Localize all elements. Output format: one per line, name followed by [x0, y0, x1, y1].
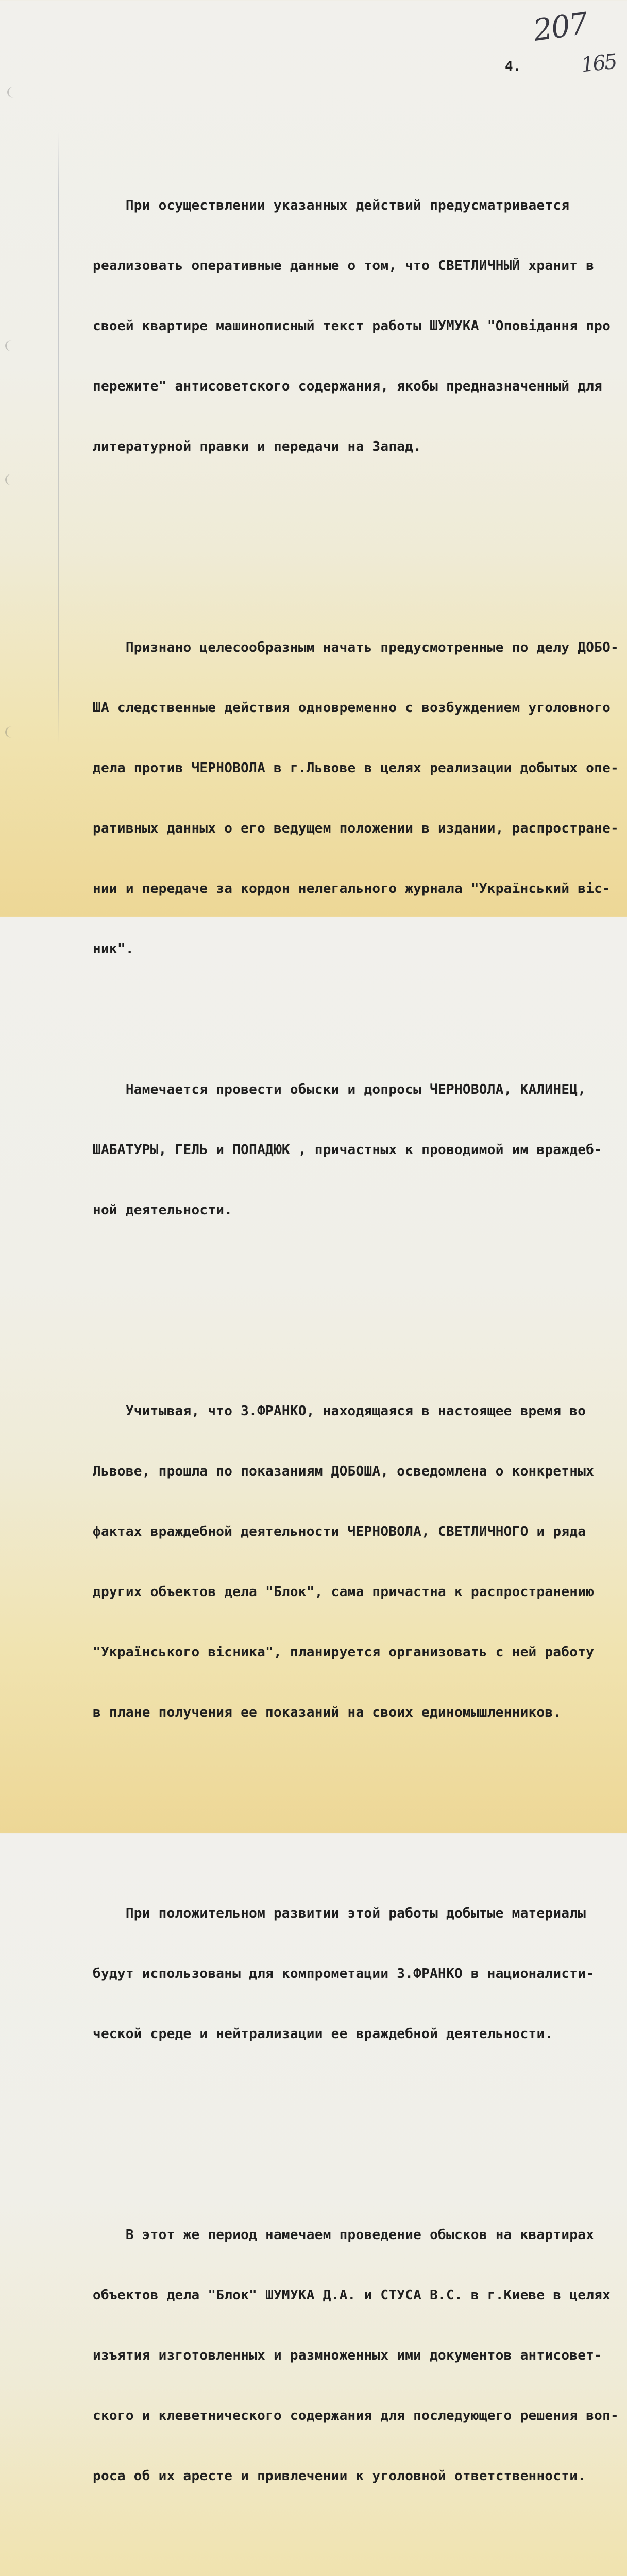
punch-hole-mark — [7, 87, 20, 98]
paragraph — [93, 1361, 613, 1763]
text-line: Львове, прошла по показаниям ДОБОША, осведомлена о конкретных — [93, 1464, 595, 1479]
text-line: реализовать оперативные данные о том, что СВЕТЛИЧНЫЙ хранит в — [93, 258, 595, 274]
text-line: изъятия изготовленных и размноженных ими документов антисовет- — [93, 2348, 603, 2363]
paragraph — [93, 598, 619, 999]
text-line: При положительном развитии этой работы добытые материалы — [93, 1906, 586, 1921]
text-line: ческой среде и нейтрализации ее враждебной деятельности. — [93, 2026, 553, 2042]
text-line: нии и передаче за кордон нелегального журнала "Український віс- — [93, 881, 611, 896]
text-line: ША следственные действия одновременно с возбуждением уголовного — [93, 700, 611, 716]
text-line: других объектов дела "Блок", сама причастна к распространению — [93, 1584, 595, 1600]
text-line: В этот же период намечаем проведение обысков на квартирах — [93, 2227, 595, 2243]
punch-hole-mark — [5, 726, 18, 738]
text-line: дела против ЧЕРНОВОЛА в г.Львове в целях реализации добытых опе- — [93, 760, 619, 776]
punch-hole-mark — [5, 474, 18, 485]
punch-hole-mark — [5, 340, 18, 351]
text-line: своей квартире машинописный текст работы ШУМУКА "Оповідання про — [93, 318, 611, 334]
text-line: ского и клеветнического содержания для последующего решения воп- — [93, 2408, 619, 2424]
text-line: "Українського вісника", планируется организовать с ней работу — [93, 1645, 595, 1660]
text-line: Намечается провести обыски и допросы ЧЕРНОВОЛА, КАЛИНЕЦ, — [93, 1082, 586, 1097]
pencil-margin-line — [58, 131, 59, 744]
text-line: При осуществлении указанных действий предусматривается — [93, 198, 570, 213]
text-line: ративных данных о его ведущем положении в издании, распростране- — [93, 821, 619, 836]
text-line: объектов дела "Блок" ШУМУКА Д.А. и СТУСА В.С. в г.Киеве в целях — [93, 2287, 611, 2303]
paragraph — [93, 2185, 619, 2527]
text-line: пережите" антисоветского содержания, якобы предназначенный для — [93, 379, 603, 394]
paragraph — [93, 156, 613, 497]
sheet-number: 165 — [580, 49, 617, 77]
text-line: Учитывая, что З.ФРАНКО, находящаяся в настоящее время во — [93, 1403, 586, 1419]
document-body — [93, 115, 619, 2576]
text-line: ной деятельности. — [93, 1202, 233, 1218]
text-line: ник". — [93, 941, 134, 957]
paragraph — [93, 1863, 613, 2084]
archive-number: 207 — [531, 6, 589, 48]
paragraph — [93, 1040, 613, 1261]
text-line: фактах враждебной деятельности ЧЕРНОВОЛА, СВЕТЛИЧНОГО и ряда — [93, 1524, 586, 1539]
text-line: литературной правки и передачи на Запад. — [93, 439, 422, 454]
text-line: в плане получения ее показаний на своих единомышленников. — [93, 1705, 562, 1720]
text-line: Признано целесообразным начать предусмотренные по делу ДОБО- — [93, 640, 619, 655]
text-line: роса об их аресте и привлечении к уголовной ответственности. — [93, 2468, 586, 2484]
text-line: будут использованы для компрометации З.ФРАНКО в националисти- — [93, 1966, 595, 1981]
text-line: ШАБАТУРЫ, ГЕЛЬ и ПОПАДЮК , причастных к проводимой им враждеб- — [93, 1142, 603, 1158]
page-number: 4. — [505, 59, 521, 74]
